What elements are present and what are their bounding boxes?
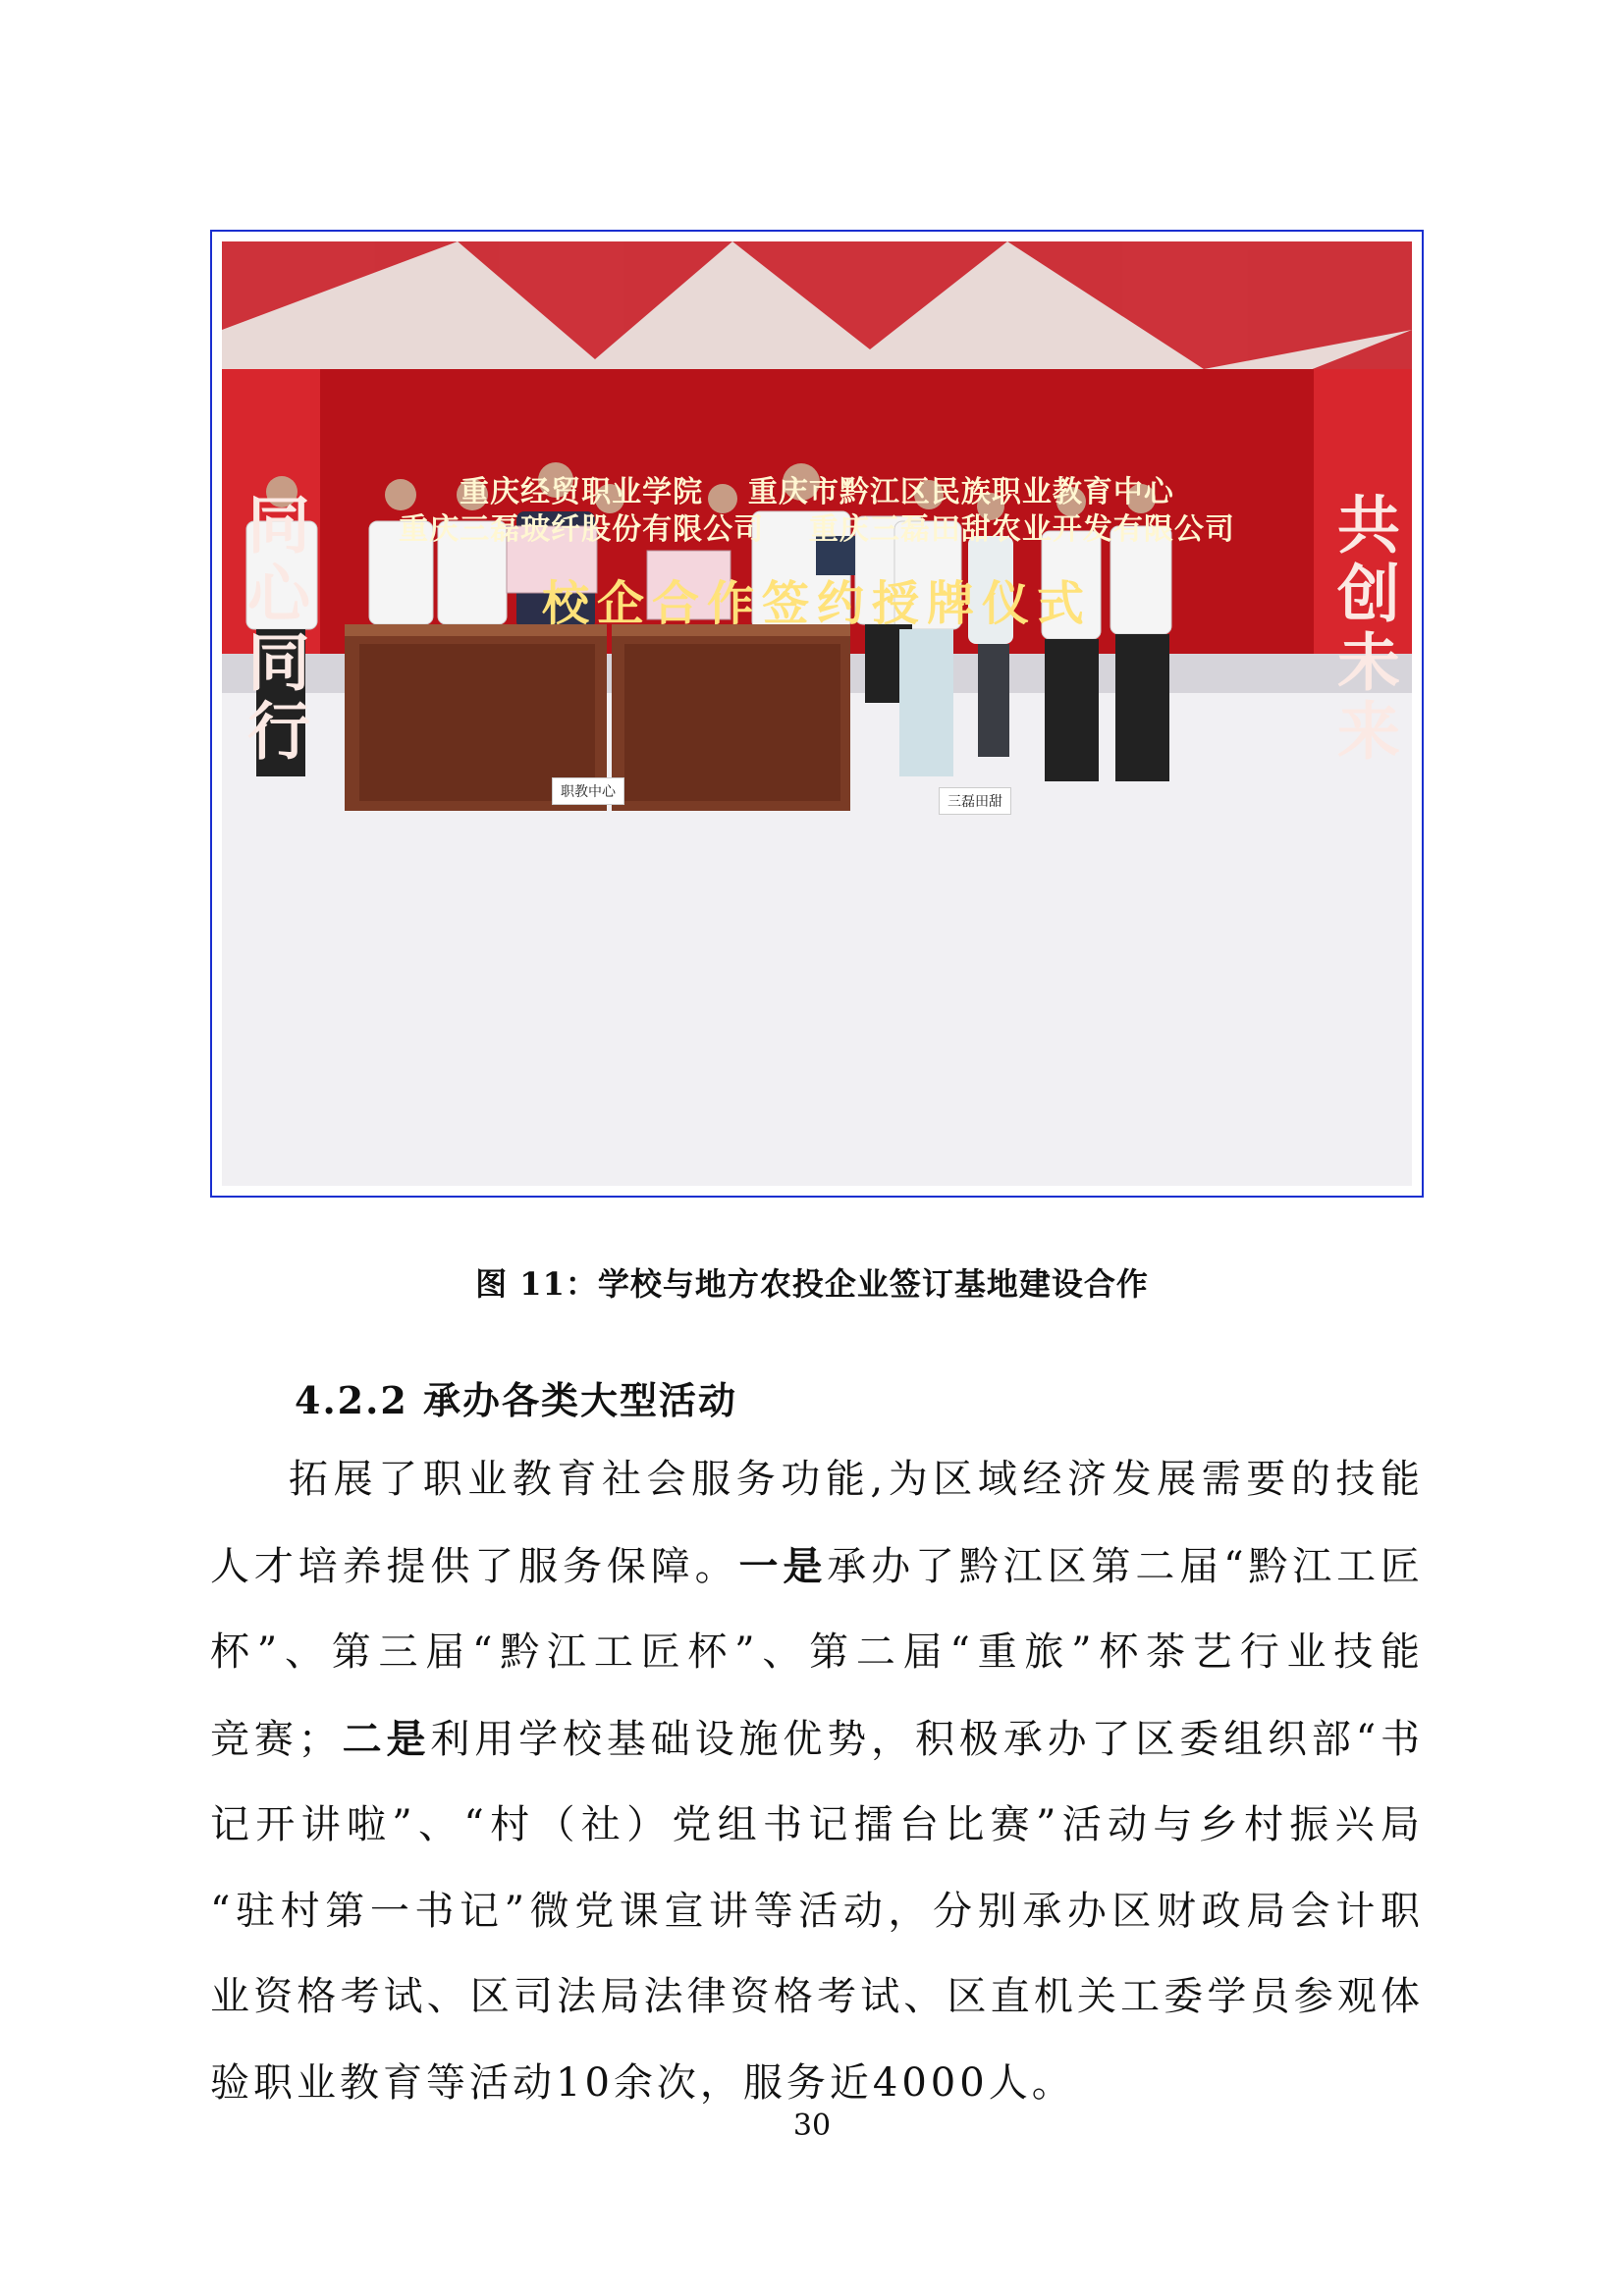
emphasis-first: 一是 — [738, 1542, 828, 1589]
text-run: 验职业教育等活动10余次，服务近4000人。 — [210, 2059, 1075, 2106]
paragraph-line — [210, 1783, 1424, 1869]
text-run: 记开讲啦”、“村（社）党组书记擂台比赛”活动与乡村振兴局 — [210, 1802, 1424, 1847]
text-run: 业资格考试、区司法局法律资格考试、区直机关工委学员参观体 — [210, 1974, 1424, 2019]
text-run: 拓展了职业教育社会服务功能,为区域经济发展需要的技能 — [289, 1457, 1424, 1502]
body-paragraph — [210, 1437, 1424, 2126]
text-run: 竞赛； — [210, 1716, 342, 1762]
paragraph-line — [210, 1523, 1424, 1611]
photo-frame — [210, 230, 1424, 1198]
desk-sign-left: 职教中心 — [552, 777, 624, 805]
page-number: 30 — [792, 2109, 832, 2143]
desk-sign-right: 三磊田甜 — [939, 787, 1011, 815]
paragraph-line — [210, 1610, 1424, 1696]
paragraph-line — [210, 1954, 1424, 2041]
text-run: “驻村第一书记”微党课宣讲等活动，分别承办区财政局会计职 — [210, 1888, 1424, 1934]
text-run: 人才培养提供了服务保障。 — [210, 1543, 739, 1589]
photo-illustration — [222, 241, 1412, 1186]
calligraphy-right: 共创未来 — [1326, 492, 1400, 767]
text-run: 承办了黔江区第二届“黔江工匠 — [827, 1543, 1425, 1589]
paragraph-line — [210, 1696, 1424, 1784]
figure-caption: 图 11：学校与地方农投企业签订基地建设合作 — [475, 1265, 1149, 1303]
banner-title: 校企合作签约授牌仪式 — [541, 576, 1092, 631]
section-heading: 4.2.2 承办各类大型活动 — [295, 1378, 738, 1422]
text-run: 杯”、第三届“黔江工匠杯”、第二届“重旅”杯茶艺行业技能 — [210, 1629, 1424, 1675]
signing-ceremony-photo — [222, 241, 1412, 1186]
banner-line-2: 重庆三磊玻纤股份有限公司 重庆三磊田甜农业开发有限公司 — [399, 512, 1235, 547]
text-run: 利用学校基础设施优势，积极承办了区委组织部“书 — [430, 1716, 1425, 1762]
emphasis-second: 二是 — [341, 1715, 431, 1762]
paragraph-line — [210, 1437, 1424, 1523]
paragraph-line — [210, 1869, 1424, 1955]
calligraphy-left: 同心同行 — [237, 492, 310, 767]
banner-line-1: 重庆经贸职业学院 重庆市黔江区民族职业教育中心 — [460, 475, 1174, 509]
